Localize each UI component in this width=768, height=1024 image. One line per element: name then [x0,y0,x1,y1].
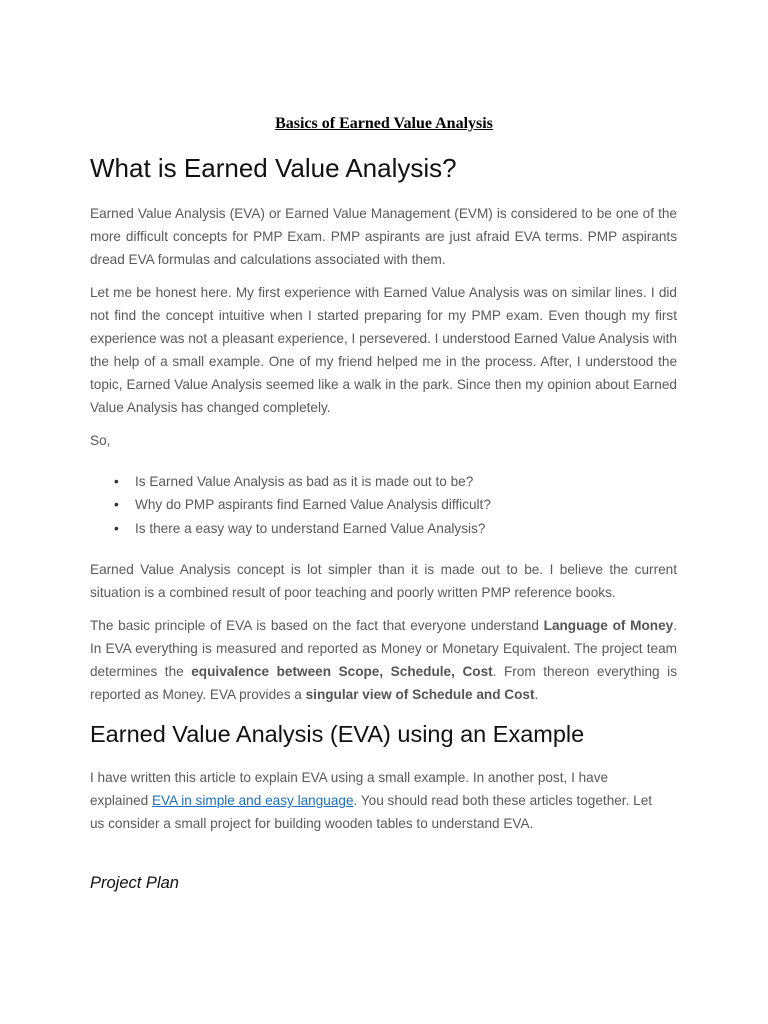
bullet-icon: • [114,520,119,536]
list-item-text: Why do PMP aspirants find Earned Value Analysis difficult? [135,497,491,513]
list-item-text: Is Earned Value Analysis as bad as it is made out to be? [135,474,474,489]
article-text-2: . You should read both these articles together. Let us consider a small project for building wooden tables to understand EVA. [90,793,653,831]
principle-text-4: . [534,687,539,702]
list-item [90,493,677,516]
bullet-icon: • [114,474,119,489]
principle-text-1: The basic principle of EVA is based on the fact that everyone understand [90,618,544,633]
paragraph-intro: Earned Value Analysis (EVA) or Earned Value Management (EVM) is considered to be one of the more difficult concepts for PMP Exam. PMP aspirants are just afraid EVA terms. PMP aspirants dread EVA formulas and calculations associated with them. [90,206,677,267]
paragraph-experience: Let me be honest here. My first experience with Earned Value Analysis was on similar lines. I did not find the concept intuitive when I started preparing for my PMP exam. Even though my first experience was not a pleasant experience, I persevered. I understood Earned Value Analysis with the help of a small example. One of my friend helped me in the process. After, I understood the topic, Earned Value Analysis seemed like a walk in the park. Since then my opinion about Earned Value Analysis has changed completely. [90,285,677,415]
eva-simple-language-link[interactable]: EVA in simple and easy language [151,793,354,808]
paragraph-principle [90,614,677,706]
principle-bold-2: equivalence between Scope, Schedule, Cost [191,664,493,679]
bullet-icon: • [114,497,119,513]
list-item [90,517,677,540]
paragraph-so: So, [90,433,111,448]
list-item [90,470,677,493]
principle-text-3: . From thereon everything is reported as Money. EVA provides a [90,664,677,702]
principle-bold-1: Language of Money [543,618,674,633]
document-title: Basics of Earned Value Analysis [275,115,493,132]
list-item-text: Is there a easy way to understand Earned Value Analysis? [135,520,486,536]
heading-eva-example: Earned Value Analysis (EVA) using an Example [90,721,585,747]
question-list [90,470,677,540]
principle-bold-3: singular view of Schedule and Cost [305,687,535,702]
heading-what-is-eva: What is Earned Value Analysis? [90,153,457,183]
paragraph-simpler: Earned Value Analysis concept is lot simpler than it is made out to be. I believe the current situation is a combined result of poor teaching and poorly written PMP reference books. [90,562,677,600]
heading-project-plan: Project Plan [90,874,179,892]
paragraph-article [90,766,665,835]
article-text-1: I have written this article to explain EVA using a small example. In another post, I have explained [90,770,609,808]
principle-text-2: . In EVA everything is measured and reported as Money or Monetary Equivalent. The project team determines the [90,618,677,679]
